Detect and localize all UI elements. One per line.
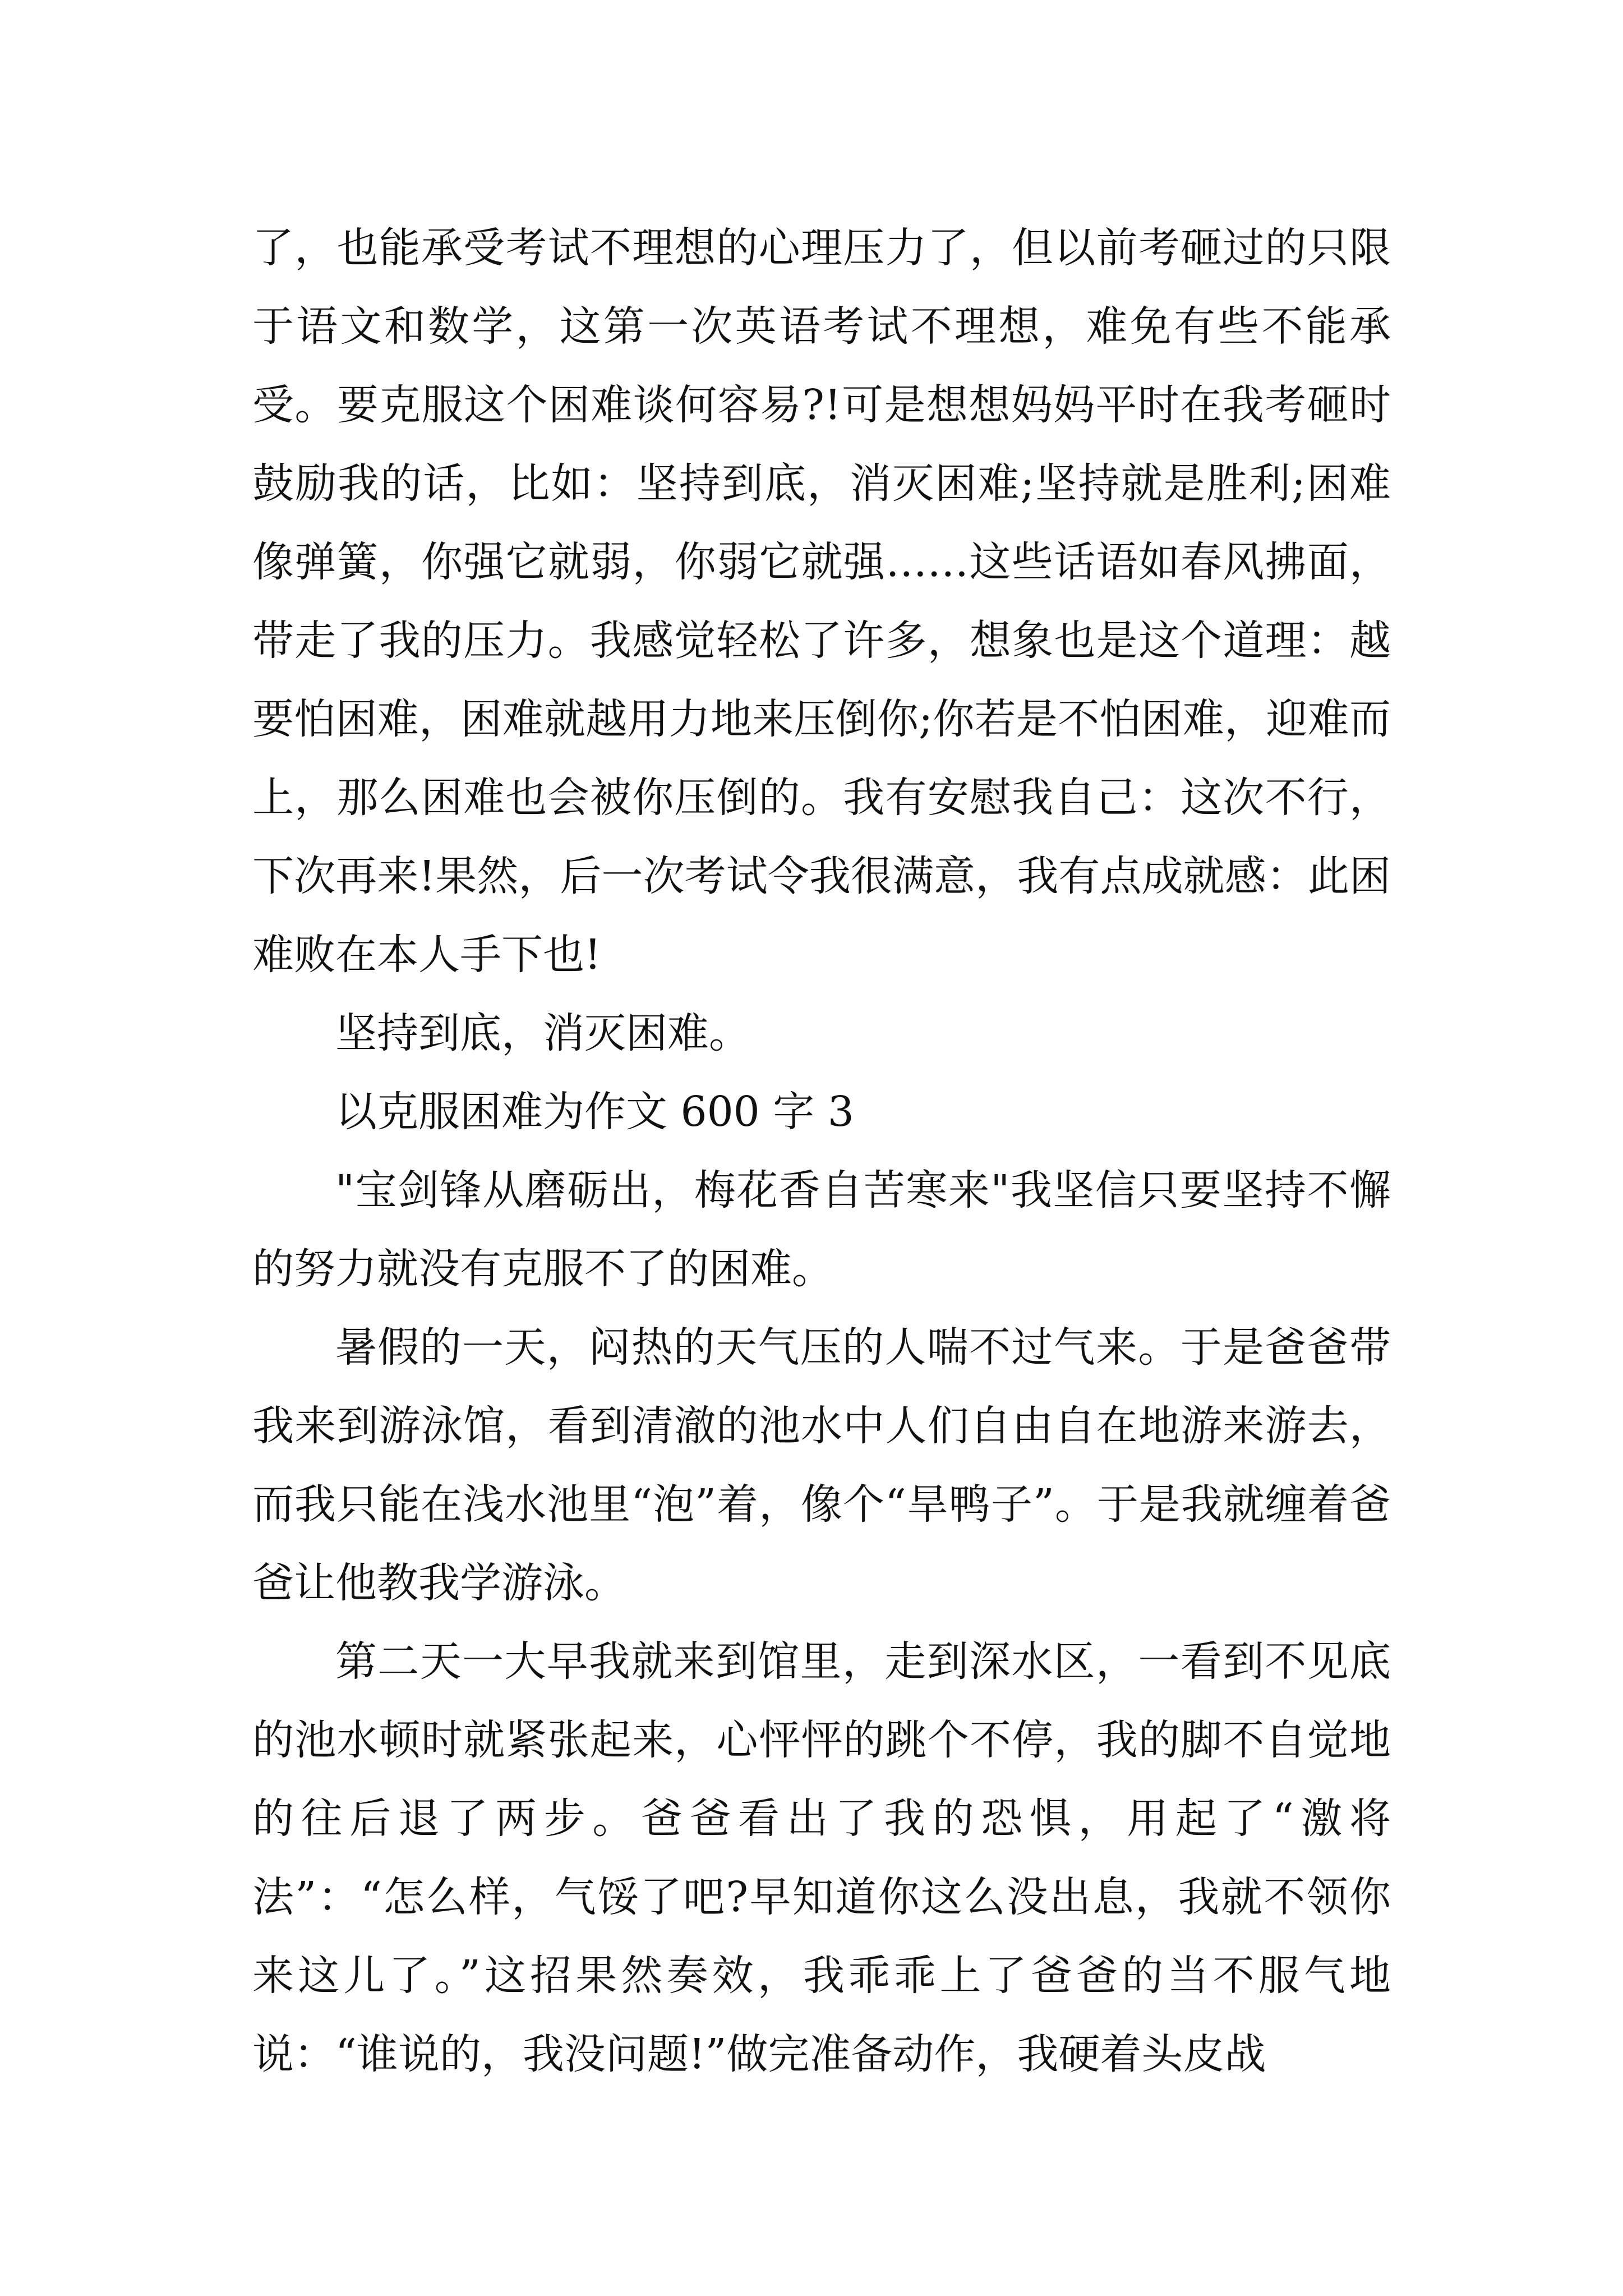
paragraph-3: "宝剑锋从磨砺出，梅花香自苦寒来"我坚信只要坚持不懈的努力就没有克服不了的困难。: [252, 1166, 1391, 1293]
paragraph-1: 了，也能承受考试不理想的心理压力了，但以前考砸过的只限于语文和数学，这第一次英语考试不理想，难免有些不能承受。要克服这个困难谈何容易?!可是想想妈妈平时在我考砸时鼓励我的话，比如：坚持到底，消灭困难;坚持就是胜利;困难像弹簧，你强它就弱，你弱它就强……这些话语如春风拂面，带走了我的压力。我感觉轻松了许多，想象也是这个道理：越要怕困难，困难就越用力地来压倒你;你若是不怕困难，迎难而上，那么困难也会被你压倒的。我有安慰我自己：这次不行，下次再来!果然，后一次考试令我很满意，我有点成就感：此困难败在本人手下也!: [252, 224, 1391, 979]
paragraph-4: 暑假的一天，闷热的天气压的人喘不过气来。于是爸爸带我来到游泳馆，看到清澈的池水中人们自由自在地游来游去，而我只能在浅水池里“泡”着，像个“旱鸭子”。于是我就缠着爸爸让他教我学游泳。: [252, 1323, 1391, 1607]
essay-heading: 以克服困难为作文 600 字 3: [335, 1088, 854, 1136]
paragraph-5: 第二天一大早我就来到馆里，走到深水区，一看到不见底的池水顿时就紧张起来，心怦怦的跳个不停，我的脚不自觉地的往后退了两步。爸爸看出了我的恐惧，用起了“激将法”：“怎么样，气馁了吧?早知道你这么没出息，我就不领你来这儿了。”这招果然奏效，我乖乖上了爸爸的当不服气地说：“谁说的，我没问题!”做完准备动作，我硬着头皮战: [252, 1637, 1391, 2078]
body-text: [252, 209, 1391, 2093]
paragraph-2: 坚持到底，消灭困难。: [335, 1009, 750, 1057]
